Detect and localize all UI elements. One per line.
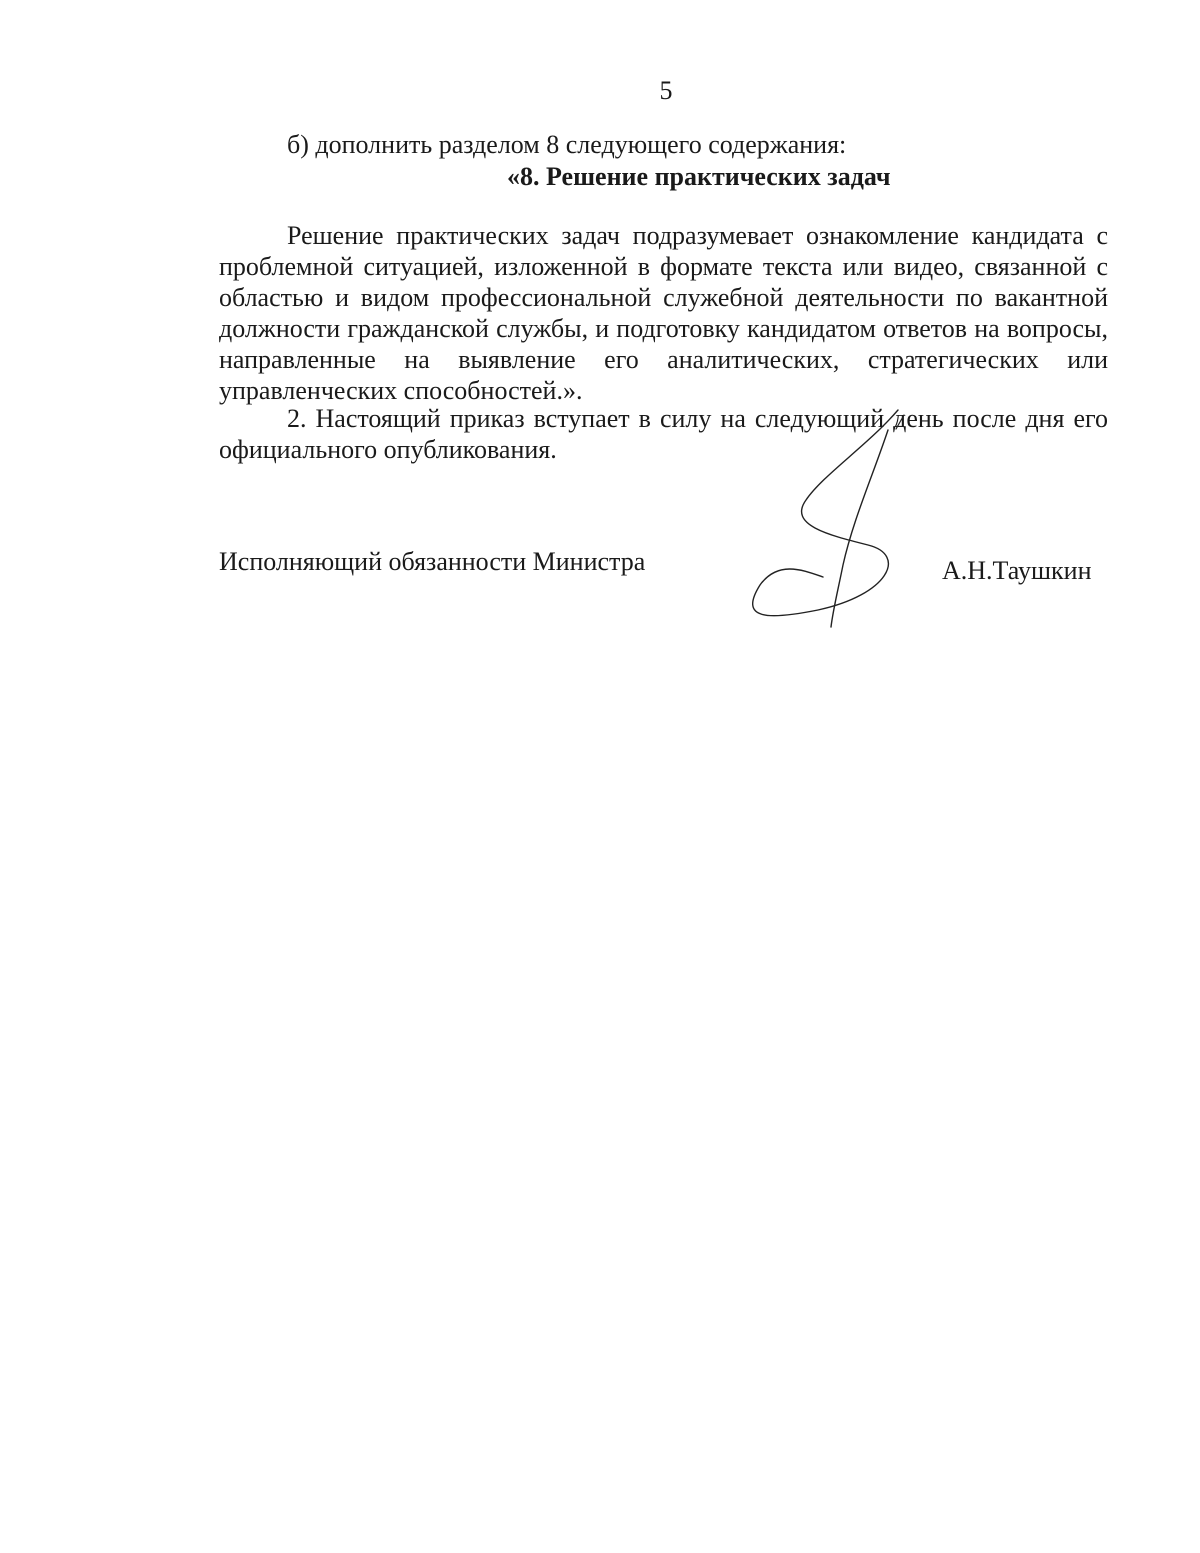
- handwritten-signature: [748, 405, 918, 635]
- signer-name: А.Н.Таушкин: [942, 556, 1092, 585]
- amendment-intro: б) дополнить разделом 8 следующего содержания:: [287, 130, 847, 159]
- section-heading: «8. Решение практических задач: [507, 162, 891, 191]
- paragraph-effective-date: 2. Настоящий приказ вступает в силу на следующий день после дня его официального опубликования.: [219, 404, 1108, 464]
- signer-title: Исполняющий обязанности Министра: [219, 547, 646, 576]
- paragraph-practical-tasks: Решение практических задач подразумевает ознакомление кандидата с проблемной ситуацией, изложенной в формате текста или видео, связанной с областью и видом профессиональной служебной деятельности по вакантной должности гражданской службы, и подготовку кандидатом ответов на вопросы, направленные на выявление его аналитических, стратегических или управленческих способностей.».: [219, 221, 1108, 405]
- page-number: 5: [659, 76, 673, 105]
